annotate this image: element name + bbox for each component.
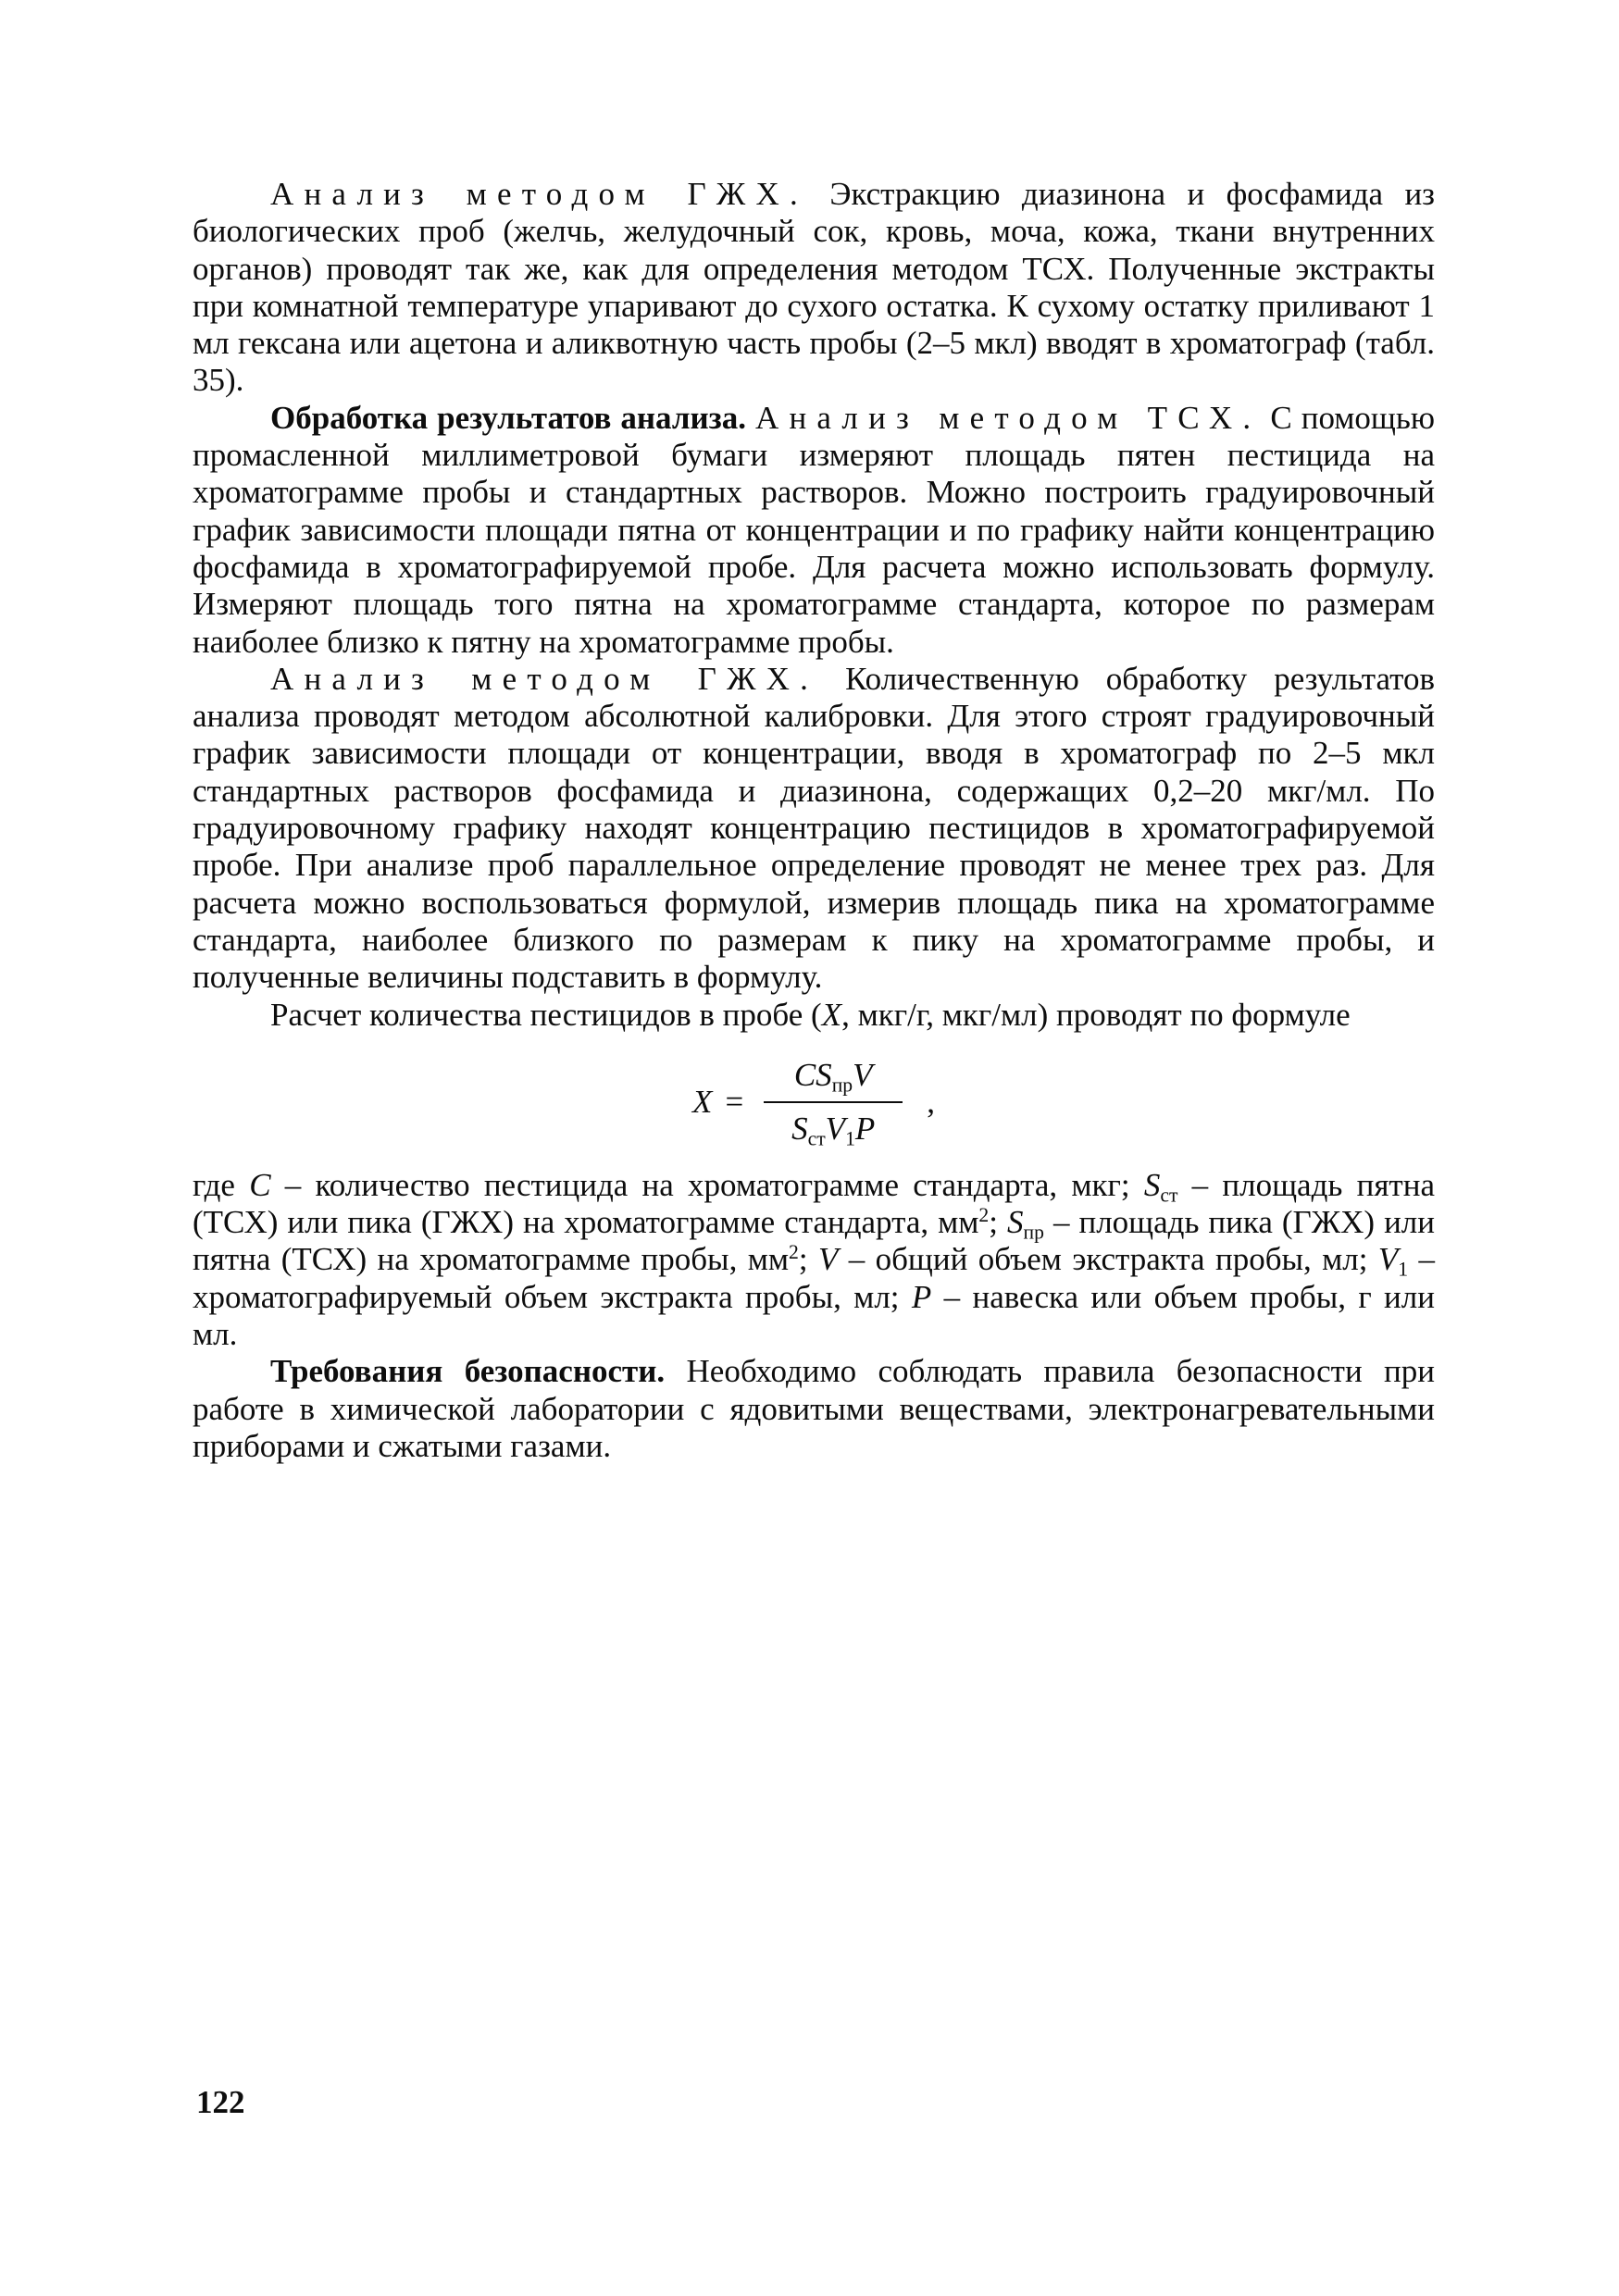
formula-numerator: $CS_{пр}V$ [793, 1056, 873, 1097]
formula-denominator: $S_{ст}V_1P$ [791, 1110, 876, 1150]
formula-lhs: X [692, 1083, 713, 1120]
paragraph-legend: где C – количество пестицида на хроматограмме стандарта, мкг; $S_{ст}$ – площадь пятна (ТСХ) или пика (ГЖХ) на хроматограмме стандарта, $мм^2$; $S_{пр}$ – площадь пика (ГЖХ) или пятна (ТСХ) на хроматограмме пробы, $мм^2$; V – общий объем экстракта пробы, мл; $V_1$ – хроматографируемый объем экстракта пробы, мл; P – навеска или объем пробы, г или мл. [193, 1166, 1435, 1353]
page-number: 122 [196, 2084, 245, 2120]
formula-equals: = [725, 1083, 744, 1120]
bold-heading-processing: Обработка результатов анализа. [270, 399, 746, 436]
paragraph-text: Необходимо соблюдать правила безопасности при работе в химической лаборатории с ядовитыми веществами, электронагревательными приборами и сжатыми газами. [193, 1353, 1435, 1464]
paragraph-text: Количественную обработку результатов анализа проводят методом абсолютной калибровки. Для этого строят градуировочный график зависимости площади от концентрации, вводя в хроматограф по 2–5 мкл стандартных растворов фосфамида и диазинона, содержащих 0,2–20 мкг/мл. По градуировочному графику находят концентрацию пестицидов в хроматографируемой пробе. При анализе проб параллельное определение проводят не менее трех раз. Для расчета можно воспользоваться формулой, измерив площадь пика на хроматограмме стандарта, наиболее близкого по размерам к пику на хроматограмме пробы, и полученные величины подставить в формулу. [193, 660, 1436, 996]
page-body [193, 176, 1435, 1465]
paragraph-processing-tlc [193, 400, 1435, 661]
paragraph-text: Экстракцию диазинона и фосфамида из биологических проб (желчь, желудочный сок, кровь, моча, кожа, ткани внутренних органов) проводят так же, как для определения методом ТСХ. Полученные экстракты при комнатной температуре упаривают до сухого остатка. К сухому остатку приливают 1 мл гексана или ацетона и аликвотную часть пробы (2–5 мкл) вводят в хроматограф (табл. 35). [193, 176, 1436, 399]
paragraph-processing-gc [193, 661, 1435, 997]
var-x: X [821, 996, 842, 1033]
paragraph-safety [193, 1353, 1435, 1465]
paragraph-text: С помощью промасленной миллиметровой бумаги измеряют площадь пятен пестицида на хроматограмме пробы и стандартных растворов. Можно построить градуировочный график зависимости площади пятна от концентрации и по графику найти концентрацию фосфамида в хроматографируемой пробе. Для расчета можно использовать формулу. Измеряют площадь того пятна на хроматограмме стандарта, которое по размерам наиболее близко к пятну на хроматограмме пробы. [193, 399, 1435, 660]
section-heading-gc-processing: Анализ методом ГЖХ. [270, 660, 819, 697]
formula [193, 1047, 1435, 1158]
paragraph-gc-extraction [193, 176, 1435, 400]
section-heading-gc: Анализ методом ГЖХ. [270, 176, 808, 212]
paragraph-calc-intro: Расчет количества пестицидов в пробе (X, мкг/г, мкг/мл) проводят по формуле [270, 996, 1351, 1033]
formula-comma: , [927, 1083, 935, 1120]
section-heading-tlc: Анализ методом ТСХ. [754, 399, 1262, 436]
formula-fraction [764, 1057, 903, 1148]
bold-heading-safety: Требования безопасности. [270, 1353, 666, 1390]
